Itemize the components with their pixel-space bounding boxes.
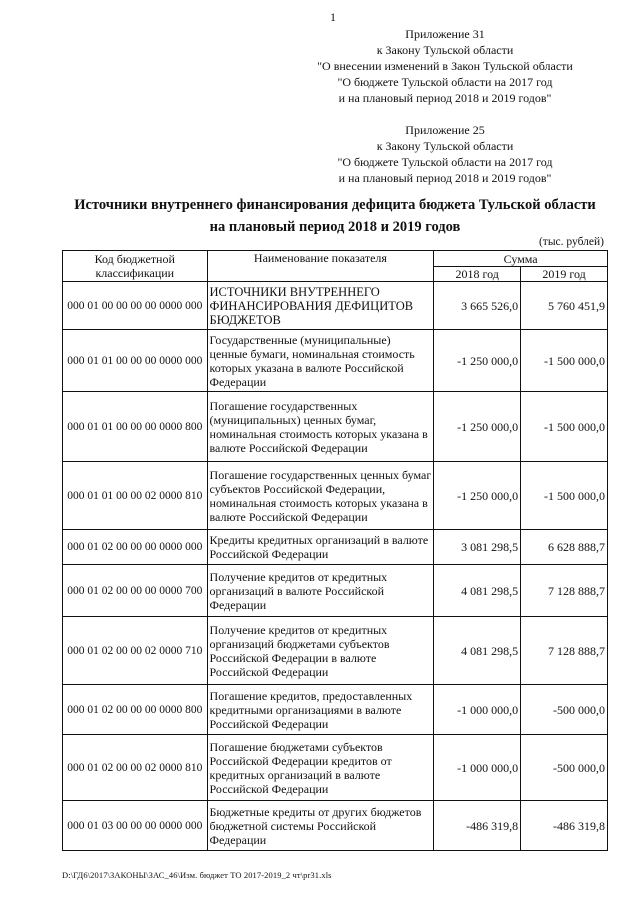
row-value-2018: -486 319,8: [434, 801, 521, 851]
row-name: Бюджетные кредиты от других бюджетов бюджетной системы Российской Федерации: [207, 801, 434, 851]
row-value-2019: 7 128 888,7: [521, 565, 608, 617]
table-row: [63, 801, 608, 851]
header-sum: Сумма: [434, 251, 608, 267]
file-path-footer: D:\ГД6\2017\ЗАКОНЫ\ЗАС_46\Изм. бюджет ТО 2017-2019_2 чт\pr31.xls: [62, 870, 332, 880]
row-value-2018: 3 665 526,0: [434, 282, 521, 330]
appendix-line: "О внесении изменений в Закон Тульской области: [317, 59, 573, 73]
table-row: [63, 330, 608, 392]
row-name: Погашение государственных ценных бумаг субъектов Российской Федерации, номинальная стоимость которых указана в валюте Российской Федерации: [207, 462, 434, 530]
row-name: Кредиты кредитных организаций в валюте Российской Федерации: [207, 530, 434, 565]
row-code: 000 01 02 00 00 00 0000 800: [63, 685, 208, 735]
row-value-2018: 3 081 298,5: [434, 530, 521, 565]
appendix-line: Приложение 25: [405, 123, 485, 137]
row-code: 000 01 01 00 00 00 0000 000: [63, 330, 208, 392]
title-line-2: на плановый период 2018 и 2019 годов: [209, 219, 461, 235]
row-value-2019: -1 500 000,0: [521, 392, 608, 462]
page-number: 1: [330, 10, 336, 24]
appendix-line: к Закону Тульской области: [376, 43, 514, 57]
table-row: [63, 685, 608, 735]
row-value-2019: -486 319,8: [521, 801, 608, 851]
table-row: [63, 530, 608, 565]
row-value-2019: 5 760 451,9: [521, 282, 608, 330]
appendix-line: Приложение 31: [405, 27, 485, 41]
table-row: [63, 462, 608, 530]
row-value-2019: 7 128 888,7: [521, 617, 608, 685]
table-row: [63, 392, 608, 462]
row-value-2019: -1 500 000,0: [521, 330, 608, 392]
row-name: ИСТОЧНИКИ ВНУТРЕННЕГО ФИНАНСИРОВАНИЯ ДЕФИЦИТОВ БЮДЖЕТОВ: [207, 282, 434, 330]
row-name: Получение кредитов от кредитных организаций бюджетами субъектов Российской Федерации в валюте Российской Федерации: [207, 617, 434, 685]
row-value-2018: 4 081 298,5: [434, 617, 521, 685]
row-code: 000 01 01 00 00 00 0000 800: [63, 392, 208, 462]
table-row: [63, 565, 608, 617]
row-code: 000 01 02 00 00 02 0000 710: [63, 617, 208, 685]
header-year-2018: 2018 год: [434, 267, 521, 282]
row-value-2018: -1 250 000,0: [434, 462, 521, 530]
row-value-2019: 6 628 888,7: [521, 530, 608, 565]
row-code: 000 01 02 00 00 00 0000 000: [63, 530, 208, 565]
header-year-2019: 2019 год: [521, 267, 608, 282]
row-value-2018: -1 250 000,0: [434, 392, 521, 462]
header-code: Код бюджетной классификации: [63, 251, 208, 282]
appendix-new-header: [300, 26, 590, 106]
row-value-2018: -1 000 000,0: [434, 685, 521, 735]
appendix-line: к Закону Тульской области: [376, 139, 514, 153]
row-name: Получение кредитов от кредитных организаций в валюте Российской Федерации: [207, 565, 434, 617]
table-row: [63, 617, 608, 685]
table-row: [63, 282, 608, 330]
row-value-2019: -500 000,0: [521, 685, 608, 735]
row-code: 000 01 03 00 00 00 0000 000: [63, 801, 208, 851]
row-value-2019: -1 500 000,0: [521, 462, 608, 530]
row-value-2018: -1 250 000,0: [434, 330, 521, 392]
appendix-line: и на плановый период 2018 и 2019 годов": [338, 171, 552, 185]
row-name: Погашение бюджетами субъектов Российской Федерации кредитов от кредитных организаций в валюте Российской Федерации: [207, 735, 434, 801]
row-name: Погашение кредитов, предоставленных кредитными организациями в валюте Российской Федерации: [207, 685, 434, 735]
appendix-line: "О бюджете Тульской области на 2017 год: [337, 155, 553, 169]
row-value-2018: 4 081 298,5: [434, 565, 521, 617]
row-value-2018: -1 000 000,0: [434, 735, 521, 801]
row-code: 000 01 02 00 00 00 0000 700: [63, 565, 208, 617]
appendix-line: и на плановый период 2018 и 2019 годов": [338, 91, 552, 105]
table-row: [63, 735, 608, 801]
header-name: Наименование показателя: [207, 251, 434, 282]
appendix-line: "О бюджете Тульской области на 2017 год: [337, 75, 553, 89]
row-code: 000 01 01 00 00 02 0000 810: [63, 462, 208, 530]
row-value-2019: -500 000,0: [521, 735, 608, 801]
financing-sources-table: [62, 250, 608, 851]
title-line-1: Источники внутреннего финансирования дефицита бюджета Тульской области: [74, 197, 596, 213]
appendix-old-header: [300, 122, 590, 186]
row-code: 000 01 02 00 00 02 0000 810: [63, 735, 208, 801]
units-label: (тыс. рублей): [538, 236, 604, 248]
row-code: 000 01 00 00 00 00 0000 000: [63, 282, 208, 330]
row-name: Государственные (муниципальные) ценные бумаги, номинальная стоимость которых указана в валюте Российской Федерации: [207, 330, 434, 392]
document-title: [50, 194, 620, 238]
row-name: Погашение государственных (муниципальных) ценных бумаг, номинальная стоимость которых указана в валюте Российской Федерации: [207, 392, 434, 462]
